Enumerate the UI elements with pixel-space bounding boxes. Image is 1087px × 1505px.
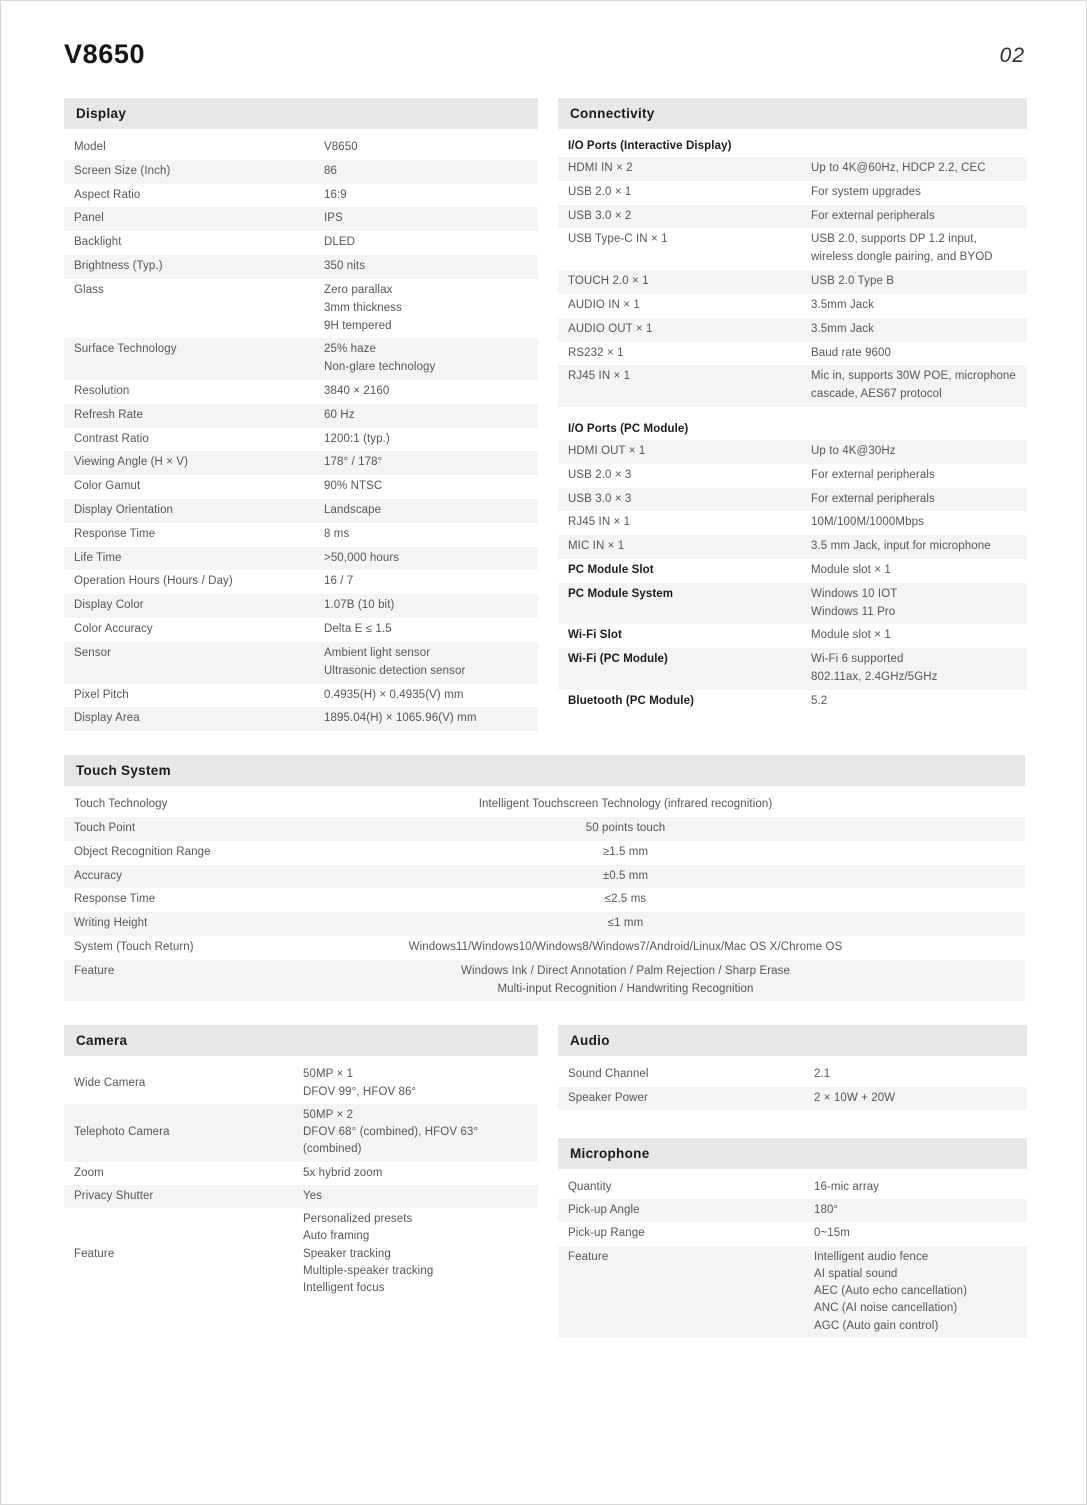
spec-label: Response Time	[74, 893, 156, 906]
spec-label: Accuracy	[74, 869, 123, 882]
spec-label: Display Orientation	[74, 504, 174, 516]
spec-row	[64, 499, 538, 523]
spec-value: DFOV 99°, HFOV 86°	[303, 1085, 417, 1098]
spec-value: 1.07B (10 bit)	[324, 599, 395, 612]
spec-subheader: I/O Ports (PC Module)	[568, 422, 689, 435]
spec-label: Quantity	[568, 1180, 612, 1193]
spec-row	[558, 559, 1027, 583]
spec-values	[324, 687, 530, 705]
spec-values	[324, 710, 530, 728]
spec-label: Feature	[74, 1247, 115, 1260]
spec-values	[303, 1107, 530, 1159]
spec-value: Yes	[303, 1189, 323, 1202]
spec-value: 3.5 mm Jack, input for microphone	[811, 540, 991, 553]
spec-value: 16-mic array	[814, 1180, 880, 1193]
spec-value: Multi-input Recognition / Handwriting Recognition	[497, 982, 754, 995]
section-connectivity	[558, 98, 1027, 714]
spec-value: Windows 11 Pro	[811, 605, 896, 618]
spec-value: AEC (Auto echo cancellation)	[814, 1285, 968, 1298]
spec-value: ≤1 mm	[607, 917, 644, 930]
spec-label: Resolution	[74, 384, 130, 397]
spec-label: Privacy Shutter	[74, 1189, 154, 1202]
spec-value: Up to 4K@60Hz, HDCP 2.2, CEC	[811, 162, 986, 174]
spec-row	[64, 1185, 538, 1208]
spec-values	[324, 939, 1017, 957]
spec-value: Windows11/Windows10/Windows8/Windows7/Android/Linux/Mac OS X/Chrome OS	[408, 941, 843, 953]
spec-values	[303, 1211, 530, 1297]
spec-values	[324, 187, 530, 205]
spec-value: 50 points touch	[585, 821, 666, 834]
spec-values	[811, 345, 1019, 363]
spec-row	[558, 181, 1027, 205]
spec-label: Refresh Rate	[74, 408, 143, 421]
spec-row	[558, 228, 1027, 270]
spec-row	[558, 440, 1027, 464]
spec-value: Windows 10 IOT	[811, 587, 898, 600]
spec-label: Brightness (Typ.)	[74, 260, 163, 273]
spec-values	[324, 478, 530, 496]
spec-values	[324, 550, 530, 568]
spec-row	[64, 594, 538, 618]
spec-values	[324, 891, 1017, 909]
spec-row	[558, 1199, 1027, 1222]
spec-values	[324, 621, 530, 639]
spec-label: Display Color	[74, 599, 144, 612]
spec-values	[324, 868, 1017, 886]
spec-row	[64, 684, 538, 708]
spec-label: Backlight	[74, 236, 122, 249]
spec-values	[811, 467, 1019, 485]
spec-values	[814, 1179, 1019, 1196]
spec-values	[811, 443, 1019, 461]
connectivity-rows	[558, 136, 1027, 714]
spec-row	[558, 583, 1027, 625]
audio-rows	[558, 1063, 1027, 1110]
spec-value: 802.11ax, 2.4GHz/5GHz	[811, 671, 938, 684]
spec-row	[64, 255, 538, 279]
spec-label: AUDIO IN × 1	[568, 298, 640, 311]
spec-value: 90% NTSC	[324, 480, 383, 493]
spec-values	[324, 234, 530, 252]
spec-values	[811, 538, 1019, 556]
spec-row	[64, 888, 1025, 912]
spec-row	[64, 642, 538, 684]
spec-values	[324, 163, 530, 181]
spec-label: Aspect Ratio	[74, 188, 141, 201]
section-title-connectivity: Connectivity	[558, 98, 1027, 129]
spec-row	[558, 464, 1027, 488]
spec-row	[558, 294, 1027, 318]
spec-value: Ultrasonic detection sensor	[324, 664, 466, 677]
section-title-camera: Camera	[64, 1025, 538, 1056]
spec-label: RJ45 IN × 1	[568, 516, 631, 529]
spec-label: Glass	[74, 283, 104, 296]
spec-value: Speaker tracking	[303, 1247, 391, 1260]
spec-label: Surface Technology	[74, 343, 177, 356]
spec-row	[64, 793, 1025, 817]
spec-value: 16:9	[324, 188, 347, 201]
section-microphone	[558, 1138, 1027, 1338]
camera-rows	[64, 1063, 538, 1300]
spec-value: 0.4935(H) × 0.4935(V) mm	[324, 688, 464, 701]
spec-value: For external peripherals	[811, 468, 935, 481]
spec-label: Display Area	[74, 712, 140, 725]
spec-value: DFOV 68° (combined), HFOV 63° (combined)	[303, 1126, 479, 1156]
spec-row	[558, 318, 1027, 342]
spec-value: 86	[324, 164, 337, 177]
spec-values	[811, 514, 1019, 532]
spec-row	[64, 936, 1025, 960]
spec-row	[558, 1087, 1027, 1110]
section-title-microphone: Microphone	[558, 1138, 1027, 1169]
spec-values	[303, 1165, 530, 1182]
spec-row	[558, 511, 1027, 535]
spec-row	[64, 1162, 538, 1185]
spec-values	[811, 586, 1019, 622]
spec-values	[324, 282, 530, 335]
spec-row	[64, 570, 538, 594]
spec-row	[558, 157, 1027, 181]
spec-row	[64, 475, 538, 499]
spec-values	[811, 651, 1019, 687]
spec-label: Bluetooth (PC Module)	[568, 694, 695, 707]
spec-row	[558, 1222, 1027, 1245]
spec-row	[64, 1104, 538, 1162]
spec-value: Intelligent focus	[303, 1282, 385, 1295]
spec-value: ANC (AI noise cancellation)	[814, 1302, 958, 1315]
spec-row	[64, 618, 538, 642]
spec-label: USB 3.0 × 2	[568, 209, 632, 222]
spec-value: Wi-Fi 6 supported	[811, 653, 904, 666]
spec-values	[324, 139, 530, 157]
page-title: V8650	[64, 39, 146, 69]
spec-row	[558, 690, 1027, 714]
spec-value: cascade, AES67 protocol	[811, 388, 942, 401]
spec-row	[64, 707, 538, 731]
spec-label: PC Module System	[568, 587, 674, 600]
spec-value: Baud rate 9600	[811, 346, 892, 359]
spec-label: Wi-Fi Slot	[568, 629, 622, 642]
spec-label: System (Touch Return)	[74, 941, 194, 953]
spec-values	[811, 562, 1019, 580]
section-title-display: Display	[64, 98, 538, 129]
spec-value: 1200:1 (typ.)	[324, 432, 390, 445]
spec-row	[64, 912, 1025, 936]
spec-row	[64, 523, 538, 547]
spec-value: 50MP × 1	[303, 1068, 354, 1081]
spec-value: USB 2.0 Type B	[811, 275, 895, 288]
spec-values	[811, 160, 1019, 178]
spec-label: Life Time	[74, 551, 122, 564]
spec-row	[558, 270, 1027, 294]
spec-value: Landscape	[324, 504, 382, 516]
spec-value: For external peripherals	[811, 492, 935, 505]
spec-values	[324, 526, 530, 544]
spec-row	[64, 428, 538, 452]
spec-row	[64, 1063, 538, 1104]
spec-value: 60 Hz	[324, 408, 355, 421]
spec-values	[811, 231, 1019, 267]
page-header	[64, 1, 1025, 68]
spec-values	[324, 210, 530, 228]
spec-values	[811, 693, 1019, 711]
spec-values	[324, 796, 1017, 814]
spec-values	[324, 963, 1017, 999]
spec-values	[811, 491, 1019, 509]
bottom-sections-row	[64, 1025, 1025, 1338]
spec-value: 3mm thickness	[324, 301, 402, 314]
spec-row	[64, 404, 538, 428]
spec-label: USB Type-C IN × 1	[568, 233, 668, 246]
section-title-touch-system: Touch System	[64, 755, 1025, 786]
spec-row	[64, 207, 538, 231]
spec-row	[64, 279, 538, 338]
spec-label: Operation Hours (Hours / Day)	[74, 575, 233, 588]
spec-value: ≥1.5 mm	[602, 845, 649, 858]
spec-value: IPS	[324, 212, 343, 225]
spec-values	[324, 597, 530, 615]
spec-value: 10M/100M/1000Mbps	[811, 516, 924, 529]
spec-values	[324, 431, 530, 449]
spec-value: DLED	[324, 236, 356, 249]
spec-label: Object Recognition Range	[74, 845, 211, 858]
spec-value: Up to 4K@30Hz	[811, 444, 896, 457]
spec-label: Pixel Pitch	[74, 688, 129, 701]
spec-values	[324, 407, 530, 425]
spec-value: 25% haze	[324, 343, 376, 356]
spec-values	[811, 184, 1019, 202]
spec-label: Touch Technology	[74, 798, 168, 811]
spec-values	[811, 321, 1019, 339]
spec-value: 0~15m	[814, 1227, 850, 1240]
spec-values	[814, 1090, 1019, 1107]
section-title-audio: Audio	[558, 1025, 1027, 1056]
spec-value: Intelligent audio fence	[814, 1250, 929, 1263]
spec-values	[814, 1202, 1019, 1219]
spec-value: >50,000 hours	[324, 551, 400, 564]
spec-values	[811, 297, 1019, 315]
spec-label: Color Gamut	[74, 480, 141, 493]
spec-values	[303, 1188, 530, 1205]
spec-values	[811, 627, 1019, 645]
spec-value: AGC (Auto gain control)	[814, 1319, 939, 1332]
spec-row	[558, 1063, 1027, 1086]
spec-value: Module slot × 1	[811, 564, 891, 576]
spec-row	[64, 1208, 538, 1300]
spec-value: wireless dongle pairing, and BYOD	[811, 251, 993, 264]
spec-row	[64, 960, 1025, 1002]
spec-label: Color Accuracy	[74, 623, 153, 636]
spec-label: Pick-up Range	[568, 1227, 645, 1240]
spec-value: 180°	[814, 1204, 839, 1217]
spec-row	[558, 205, 1027, 229]
section-touch-system	[64, 755, 1025, 1001]
spec-value: 178° / 178°	[324, 456, 383, 469]
section-display	[64, 98, 538, 731]
spec-row	[558, 648, 1027, 690]
spec-label: Feature	[568, 1250, 609, 1263]
spec-label: RS232 × 1	[568, 346, 624, 359]
spec-value: Windows Ink / Direct Annotation / Palm Rejection / Sharp Erase	[461, 964, 790, 977]
spec-row	[558, 488, 1027, 512]
spec-label: Response Time	[74, 527, 156, 540]
spec-row	[64, 160, 538, 184]
spec-values	[324, 645, 530, 681]
spec-label: Telephoto Camera	[74, 1126, 170, 1139]
spec-label: Wi-Fi (PC Module)	[568, 653, 668, 666]
spec-value: AI spatial sound	[814, 1267, 898, 1280]
spec-label: Feature	[74, 964, 115, 977]
spec-value: USB 2.0, supports DP 1.2 input,	[811, 233, 977, 246]
spec-values	[324, 820, 1017, 838]
spec-label: Writing Height	[74, 917, 148, 930]
spec-label: Pick-up Angle	[568, 1204, 640, 1217]
spec-value: Zero parallax	[324, 283, 393, 296]
spec-values	[811, 273, 1019, 291]
spec-value: 3.5mm Jack	[811, 298, 874, 311]
spec-label: AUDIO OUT × 1	[568, 322, 653, 335]
spec-label: USB 2.0 × 1	[568, 185, 632, 198]
spec-label: Contrast Ratio	[74, 432, 149, 445]
spec-value: Personalized presets	[303, 1213, 413, 1226]
spec-values	[324, 502, 530, 520]
spec-row	[64, 338, 538, 380]
spec-row	[64, 865, 1025, 889]
spec-label: Touch Point	[74, 821, 136, 834]
spec-label: Screen Size (Inch)	[74, 164, 171, 177]
section-camera	[64, 1025, 538, 1300]
page-number: 02	[999, 44, 1025, 67]
spec-value: 3.5mm Jack	[811, 322, 874, 335]
spec-value: 3840 × 2160	[324, 384, 390, 397]
display-rows	[64, 136, 538, 731]
spec-row	[64, 231, 538, 255]
spec-label: USB 2.0 × 3	[568, 468, 632, 481]
spec-values	[811, 208, 1019, 226]
spec-value: 5.2	[811, 694, 828, 707]
spec-values	[324, 383, 530, 401]
spec-value: Delta E ≤ 1.5	[324, 623, 392, 636]
spec-value: 1895.04(H) × 1065.96(V) mm	[324, 712, 477, 725]
spec-row	[64, 547, 538, 571]
spec-value: 8 ms	[324, 527, 350, 540]
spec-values	[324, 454, 530, 472]
spec-row	[64, 380, 538, 404]
spec-label: RJ45 IN × 1	[568, 370, 631, 383]
spec-values	[324, 573, 530, 591]
spec-label: TOUCH 2.0 × 1	[568, 275, 649, 288]
spec-subheader: I/O Ports (Interactive Display)	[568, 140, 732, 152]
spec-values	[811, 368, 1019, 404]
spec-row	[64, 817, 1025, 841]
spec-values	[814, 1066, 1019, 1083]
spec-label: Sensor	[74, 646, 112, 659]
spec-values	[303, 1066, 530, 1101]
audio-microphone-column	[558, 1025, 1027, 1338]
spec-value: ±0.5 mm	[602, 869, 649, 882]
spec-value: Intelligent Touchscreen Technology (infrared recognition)	[478, 798, 773, 811]
spec-row	[558, 1246, 1027, 1338]
spec-values	[324, 258, 530, 276]
spec-row	[558, 624, 1027, 648]
spec-label: HDMI IN × 2	[568, 162, 633, 174]
spec-label: Viewing Angle (H × V)	[74, 456, 189, 469]
spec-values	[814, 1249, 1019, 1335]
spec-values	[324, 341, 530, 377]
spec-value: 2.1	[814, 1068, 831, 1081]
spec-value: Ambient light sensor	[324, 646, 431, 659]
section-audio	[558, 1025, 1027, 1110]
spec-value: V8650	[324, 141, 358, 153]
spec-label: USB 3.0 × 3	[568, 492, 632, 505]
touch-system-rows	[64, 793, 1025, 1001]
spec-row	[558, 342, 1027, 366]
spec-label: Speaker Power	[568, 1091, 648, 1104]
spec-values	[814, 1225, 1019, 1242]
spec-value: 9H tempered	[324, 319, 392, 332]
spec-label: Panel	[74, 212, 104, 225]
spec-value: Module slot × 1	[811, 629, 891, 642]
spec-label: Zoom	[74, 1166, 104, 1179]
spec-label: Wide Camera	[74, 1077, 146, 1090]
spec-row	[64, 136, 538, 160]
spec-row	[558, 535, 1027, 559]
microphone-rows	[558, 1176, 1027, 1338]
spec-value: 50MP × 2	[303, 1108, 354, 1121]
spec-value: 350 nits	[324, 260, 366, 273]
spec-label: PC Module Slot	[568, 564, 654, 576]
spec-value: 5x hybrid zoom	[303, 1166, 383, 1179]
spec-value: 16 / 7	[324, 575, 354, 588]
spec-value: For external peripherals	[811, 209, 935, 222]
spec-label: Sound Channel	[568, 1068, 649, 1081]
spec-row	[64, 841, 1025, 865]
spec-value: Non-glare technology	[324, 361, 436, 374]
spec-values	[324, 915, 1017, 933]
spec-value: 2 × 10W + 20W	[814, 1091, 896, 1104]
spec-value: ≤2.5 ms	[604, 893, 647, 906]
spec-value: For system upgrades	[811, 185, 921, 198]
spec-row	[64, 184, 538, 208]
spec-label: HDMI OUT × 1	[568, 444, 646, 457]
spec-label: Model	[74, 141, 106, 153]
top-sections-row	[64, 98, 1025, 731]
spec-values	[324, 844, 1017, 862]
spec-label: MIC IN × 1	[568, 540, 625, 553]
spec-value: Mic in, supports 30W POE, microphone	[811, 370, 1016, 383]
spec-row	[64, 451, 538, 475]
spec-row	[558, 365, 1027, 407]
spec-row	[558, 1176, 1027, 1199]
spec-value: Multiple-speaker tracking	[303, 1264, 434, 1277]
spec-value: Auto framing	[303, 1230, 370, 1243]
